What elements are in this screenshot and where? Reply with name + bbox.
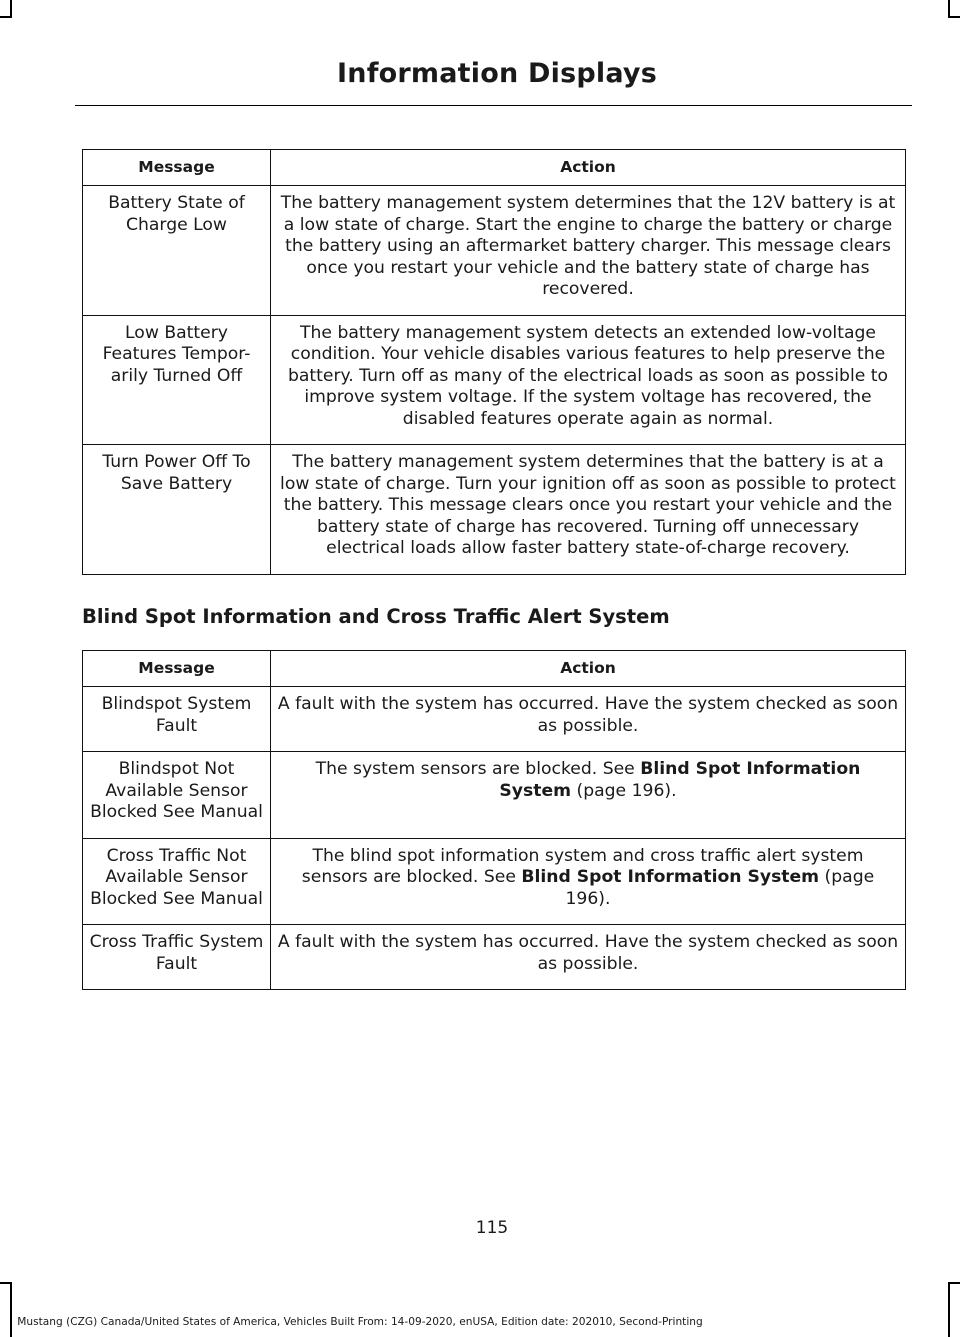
action-cell [271, 752, 906, 839]
table-row [83, 445, 906, 575]
message-cell: Cross Traffic System Fault [83, 925, 271, 990]
action-text: (page 196). [571, 780, 677, 801]
action-text: (page 196). [565, 867, 875, 909]
crop-mark [948, 16, 960, 18]
action-cell: A fault with the system has occurred. Have the system checked as soon as possible. [271, 925, 906, 990]
message-cell: Turn Power Off To Save Battery [83, 445, 271, 575]
crop-mark [948, 1282, 960, 1284]
table-header-row [83, 651, 906, 687]
crop-mark [948, 1282, 950, 1337]
action-cell: The battery management system determines that the 12V battery is at a low state of charge. Start the engine to charge the battery or charge the battery using an aftermarket battery charger. This message clears once you restart your vehicle and the battery state of charge has recovered. [271, 186, 906, 316]
page-title: Information Displays [337, 58, 657, 89]
action-cell: The battery management system determines that the battery is at a low state of charge. Turn your ignition off as soon as possible to protect the battery. This message clears once you restart your vehicle and the battery state of charge has recovered. Turning off unnecessary electrical loads allow faster battery state-of-charge recovery. [271, 445, 906, 575]
table-row [83, 838, 906, 925]
message-cell: Blindspot System Fault [83, 687, 271, 752]
table-row [83, 315, 906, 445]
footer-text: Mustang (CZG) Canada/United States of America, Vehicles Built From: 14-09-2020, enUSA, Edition date: 202010, Second-Printing [17, 1316, 703, 1328]
message-cell: Cross Traffic Not Available Sensor Blocked See Manual [83, 838, 271, 925]
action-text: The blind spot information system and cross traffic alert system sensors are blocked. See [301, 845, 864, 887]
message-cell: Blindspot Not Available Sensor Blocked See Manual [83, 752, 271, 839]
action-cell [271, 838, 906, 925]
table-row [83, 752, 906, 839]
crop-mark [10, 0, 12, 16]
action-cell: The battery management system detects an extended low-voltage condition. Your vehicle disables various features to help preserve the battery. Turn off as many of the electrical loads as soon as possible to improve system voltage. If the system voltage has recovered, the disabled features operate again as normal. [271, 315, 906, 445]
column-header-action: Action [271, 150, 906, 186]
column-header-message: Message [83, 150, 271, 186]
table-row [83, 687, 906, 752]
section-heading: Blind Spot Information and Cross Traffic Alert System [82, 605, 670, 628]
column-header-message: Message [83, 651, 271, 687]
message-cell: Low Battery Features Tempor-arily Turned Off [83, 315, 271, 445]
table-row [83, 186, 906, 316]
message-cell: Battery State of Charge Low [83, 186, 271, 316]
crop-mark [0, 1282, 12, 1284]
action-text: The system sensors are blocked. See [315, 759, 641, 779]
blind-spot-messages-table [82, 650, 906, 990]
page-reference-link[interactable]: Blind Spot Information System [499, 759, 861, 801]
crop-mark [0, 16, 12, 18]
table-row [83, 925, 906, 990]
table-header-row [83, 150, 906, 186]
page-number: 115 [475, 1218, 509, 1238]
battery-messages-table [82, 149, 906, 575]
crop-mark [948, 0, 950, 16]
page-reference-link[interactable]: Blind Spot Information System [521, 867, 820, 887]
crop-mark [10, 1282, 12, 1337]
column-header-action: Action [271, 651, 906, 687]
action-cell: A fault with the system has occurred. Have the system checked as soon as possible. [271, 687, 906, 752]
header-divider [75, 105, 912, 106]
